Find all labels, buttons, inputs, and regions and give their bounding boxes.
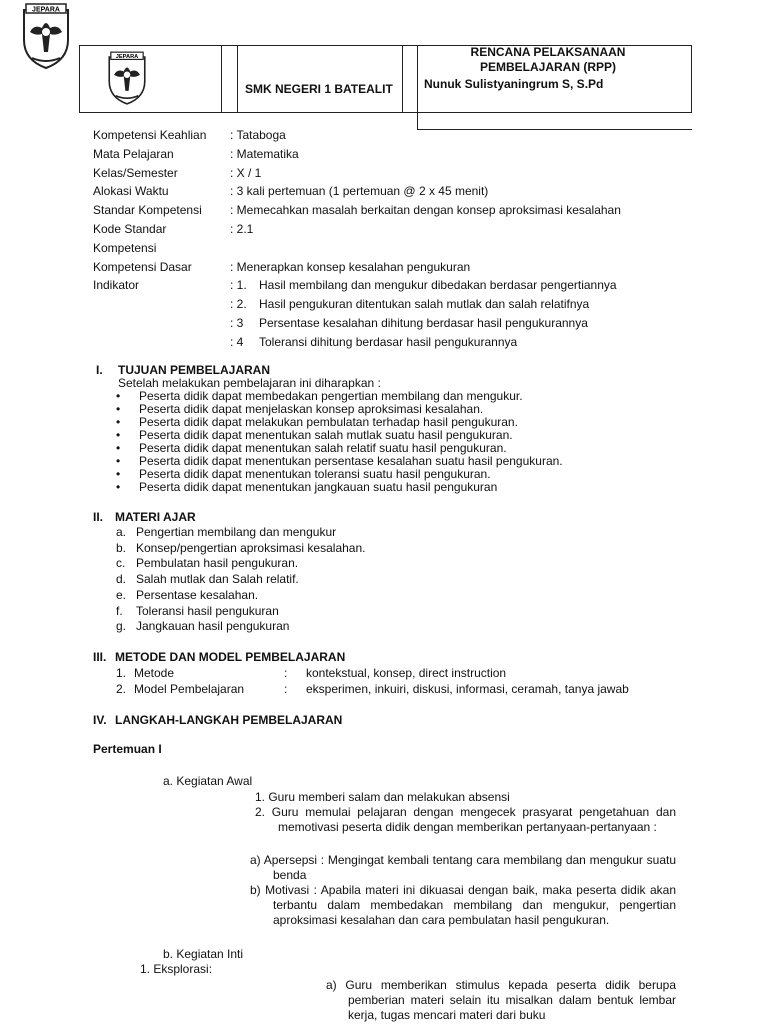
info-label: Indikator — [93, 278, 140, 293]
info-label: Standar Kompetensi — [93, 203, 202, 218]
list-item: • Peserta didik dapat menentukan salah mutlak suatu hasil pengukuran. — [116, 428, 513, 442]
info-label: Alokasi Waktu — [93, 184, 169, 199]
info-row — [93, 201, 703, 220]
indikator-text: Toleransi dihitung berdasar hasil pengukurannya — [259, 334, 518, 349]
indikator-number: : 3 — [230, 315, 244, 330]
school-name: SMK NEGERI 1 BATEALIT — [245, 82, 393, 96]
info-row — [93, 239, 703, 258]
header-emblem-icon — [106, 50, 148, 106]
pertemuan-heading: Pertemuan I — [93, 742, 162, 756]
info-value: : Memecahkan masalah berkaitan dengan konsep aproksimasi kesalahan — [230, 203, 621, 218]
indikator-row — [93, 276, 703, 295]
info-value — [230, 239, 703, 258]
awal-step-2: 2. Guru memulai pelajaran dengan mengecek prasyarat pengetahuan dan memotivasi peserta didik dengan memberikan pertanyaan-pertanyaan : — [255, 805, 676, 834]
list-item: • Peserta didik dapat menentukan salah relatif suatu hasil pengukuran. — [116, 441, 507, 455]
list-item: 1. Metode : kontekstual, konsep, direct instruction — [116, 666, 507, 680]
info-row — [93, 182, 703, 201]
info-row — [93, 220, 703, 239]
list-item: f. Toleransi hasil pengukuran — [116, 603, 279, 618]
info-row — [93, 145, 703, 164]
section-materi — [93, 509, 693, 635]
info-row — [93, 258, 703, 277]
info-label: Kompetensi Keahlian — [93, 128, 207, 142]
section-langkah — [93, 712, 693, 728]
indikator-row — [93, 333, 703, 352]
emblem-text: JEPARA — [32, 6, 60, 14]
info-value: : Tataboga — [230, 128, 286, 142]
list-item: • Peserta didik dapat menentukan jangkauan suatu hasil pengukuran — [116, 480, 498, 494]
eksplorasi: 1. Eksplorasi: — [140, 962, 213, 976]
list-item: e. Persentase kesalahan. — [116, 587, 259, 602]
info-label: Kompetensi Dasar — [93, 259, 192, 274]
info-value: : 2.1 — [230, 221, 254, 236]
info-label: Kompetensi — [93, 240, 157, 255]
info-row — [93, 126, 703, 145]
identity-block — [93, 126, 703, 352]
kegiatan-awal: a. Kegiatan Awal — [163, 774, 253, 788]
list-item: d. Salah mutlak dan Salah relatif. — [116, 572, 299, 587]
list-item: • Peserta didik dapat menentukan persentase kesalahan suatu hasil pengukuran. — [116, 454, 563, 468]
list-item: • Peserta didik dapat melakukan pembulatan terhadap hasil pengukuran. — [116, 415, 518, 429]
section-heading: IV. LANGKAH-LANGKAH PEMBELAJARAN — [93, 713, 343, 727]
info-label: Mata Pelajaran — [93, 146, 174, 161]
title-line-2: PEMBELAJARAN (RPP) — [479, 60, 616, 74]
indikator-row — [93, 314, 703, 333]
indikator-text: Hasil pengukuran ditentukan salah mutlak dan salah relatifnya — [259, 297, 590, 312]
info-value: : Matematika — [230, 146, 299, 161]
title-line-1: RENCANA PELAKSANAAN — [470, 45, 626, 59]
section-heading: II. MATERI AJAR — [93, 510, 196, 524]
list-item: c. Pembulatan hasil pengukuran. — [116, 556, 299, 571]
section-tujuan — [96, 363, 696, 494]
info-value: : 3 kali pertemuan (1 pertemuan @ 2 x 45 menit) — [230, 184, 489, 199]
info-label: Kode Standar — [93, 221, 167, 236]
info-row — [93, 164, 703, 183]
info-value: : Menerapkan konsep kesalahan pengukuran — [230, 259, 471, 274]
jepara-emblem-icon — [20, 2, 72, 70]
kegiatan-inti: b. Kegiatan Inti — [163, 947, 244, 961]
header-table — [79, 45, 692, 129]
indikator-number: : 1. — [230, 278, 247, 293]
section-heading: I. TUJUAN PEMBELAJARAN — [96, 363, 271, 377]
eksplorasi-item-a: a) Guru memberikan stimulus kepada peserta didik berupa pemberian materi selain itu misalkan dalam bentuk lembar kerja, tugas mencari materi dari buku — [326, 978, 676, 1022]
info-label: Kelas/Semester — [93, 165, 178, 180]
indikator-row — [93, 295, 703, 314]
awal-step-1: 1. Guru memberi salam dan melakukan absensi — [255, 790, 510, 804]
emblem-text: JEPARA — [115, 54, 139, 61]
list-item: b. Konsep/pengertian aproksimasi kesalahan. — [116, 540, 366, 555]
indikator-number: : 4 — [230, 334, 244, 349]
indikator-number: : 2. — [230, 297, 247, 312]
section-metode — [93, 649, 713, 697]
list-item: • Peserta didik dapat menentukan toleransi suatu hasil pengukuran. — [116, 467, 491, 481]
teacher-name: Nunuk Sulistyaningrum S, S.Pd — [424, 77, 604, 91]
list-item: • Peserta didik dapat menjelaskan konsep aproksimasi kesalahan. — [116, 402, 484, 416]
indikator-text: Persentase kesalahan dihitung berdasar hasil pengukurannya — [259, 315, 588, 330]
motivasi: b) Motivasi : Apabila materi ini dikuasai dengan baik, maka peserta didik akan terbantu dalam membedakan membilang dan mengukur, pengertian aproksimasi kesalahan dan cara pembulatan hasil pengukuran. — [250, 883, 676, 927]
list-item: 2. Model Pembelajaran : eksperimen, inkuiri, diskusi, informasi, ceramah, tanya jawab — [116, 682, 629, 696]
list-item: a. Pengertian membilang dan mengukur — [116, 525, 337, 539]
apersepsi: a) Apersepsi : Mengingat kembali tentang cara membilang dan mengukur suatu benda — [250, 853, 676, 882]
section-intro: Setelah melakukan pembelajaran ini diharapkan : — [118, 376, 381, 390]
list-item: • Peserta didik dapat membedakan pengertian membilang dan mengukur. — [116, 389, 523, 403]
info-value: : X / 1 — [230, 165, 262, 180]
indikator-text: Hasil membilang dan mengukur dibedakan berdasar pengertiannya — [259, 278, 617, 293]
document-title — [403, 45, 693, 75]
section-heading: III. METODE DAN MODEL PEMBELAJARAN — [93, 650, 346, 664]
list-item: g. Jangkauan hasil pengukuran — [116, 619, 290, 634]
